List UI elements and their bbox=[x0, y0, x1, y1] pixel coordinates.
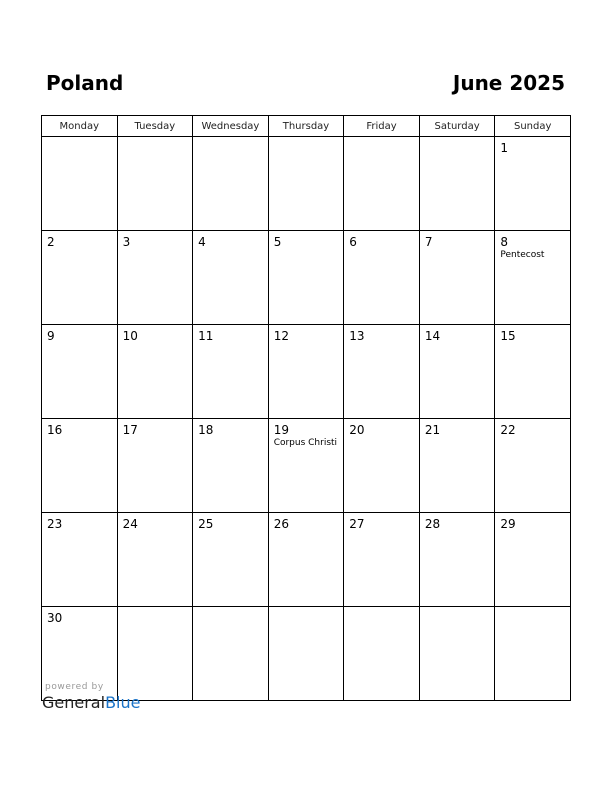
day-number: 15 bbox=[500, 329, 516, 343]
day-cell bbox=[268, 231, 344, 325]
day-cell bbox=[193, 419, 269, 513]
brand-name-part1: General bbox=[42, 693, 106, 712]
day-number: 12 bbox=[273, 329, 289, 343]
empty-day-cell bbox=[495, 607, 571, 701]
day-cell bbox=[344, 419, 420, 513]
day-cell bbox=[419, 231, 495, 325]
day-cell bbox=[495, 419, 571, 513]
day-cell bbox=[268, 325, 344, 419]
day-number: 23 bbox=[47, 517, 63, 531]
empty-day-cell bbox=[42, 137, 118, 231]
day-number: 3 bbox=[122, 235, 131, 249]
day-cell bbox=[193, 325, 269, 419]
brand-logo[interactable] bbox=[42, 693, 140, 713]
day-number: 26 bbox=[273, 517, 289, 531]
calendar-body bbox=[42, 137, 571, 701]
weekday-header: Wednesday bbox=[193, 116, 269, 137]
day-number: 27 bbox=[349, 517, 365, 531]
empty-day-cell bbox=[193, 137, 269, 231]
week-row bbox=[42, 325, 571, 419]
day-number: 7 bbox=[424, 235, 433, 249]
weekday-header: Saturday bbox=[419, 116, 495, 137]
day-cell bbox=[344, 231, 420, 325]
day-cell bbox=[419, 419, 495, 513]
day-number: 9 bbox=[47, 329, 55, 343]
day-number: 30 bbox=[47, 611, 63, 625]
week-row bbox=[42, 137, 571, 231]
day-number: 10 bbox=[122, 329, 138, 343]
day-number: 8 bbox=[500, 235, 509, 249]
week-row bbox=[42, 419, 571, 513]
day-cell bbox=[268, 419, 344, 513]
weekday-header: Sunday bbox=[495, 116, 571, 137]
day-number: 11 bbox=[198, 329, 214, 343]
day-number: 2 bbox=[47, 235, 55, 249]
week-row bbox=[42, 607, 571, 701]
day-number: 4 bbox=[198, 235, 206, 249]
day-cell bbox=[495, 513, 571, 607]
day-cell bbox=[42, 513, 118, 607]
day-cell bbox=[42, 419, 118, 513]
brand-name-part2: Blue bbox=[105, 693, 141, 712]
day-cell bbox=[419, 325, 495, 419]
empty-day-cell bbox=[344, 137, 420, 231]
weekday-header: Friday bbox=[344, 116, 420, 137]
empty-day-cell bbox=[268, 137, 344, 231]
day-number: 20 bbox=[349, 423, 365, 437]
day-cell bbox=[117, 513, 193, 607]
day-cell bbox=[419, 513, 495, 607]
empty-day-cell bbox=[419, 607, 495, 701]
empty-day-cell bbox=[117, 607, 193, 701]
calendar-grid bbox=[41, 115, 571, 701]
day-number: 19 bbox=[273, 423, 289, 437]
day-cell bbox=[344, 513, 420, 607]
empty-day-cell bbox=[419, 137, 495, 231]
empty-day-cell bbox=[193, 607, 269, 701]
day-cell bbox=[117, 325, 193, 419]
powered-by-text: powered by bbox=[45, 682, 104, 692]
day-cell bbox=[495, 231, 571, 325]
empty-day-cell bbox=[268, 607, 344, 701]
day-number: 6 bbox=[349, 235, 357, 249]
day-number: 28 bbox=[424, 517, 441, 531]
day-cell bbox=[42, 325, 118, 419]
day-number: 5 bbox=[273, 235, 282, 249]
empty-day-cell bbox=[344, 607, 420, 701]
day-number: 29 bbox=[500, 517, 516, 531]
day-cell bbox=[117, 419, 193, 513]
weekday-header-row bbox=[42, 116, 571, 137]
week-row bbox=[42, 513, 571, 607]
day-number: 21 bbox=[424, 423, 441, 437]
week-row bbox=[42, 231, 571, 325]
day-number: 22 bbox=[500, 423, 516, 437]
day-cell bbox=[193, 513, 269, 607]
day-number: 17 bbox=[122, 423, 138, 437]
day-cell bbox=[117, 231, 193, 325]
day-number: 14 bbox=[424, 329, 441, 343]
day-cell bbox=[495, 137, 571, 231]
day-number: 18 bbox=[198, 423, 214, 437]
day-number: 24 bbox=[122, 517, 138, 531]
month-year-title: June 2025 bbox=[452, 71, 565, 95]
holiday-label: Pentecost bbox=[500, 250, 545, 260]
day-number: 13 bbox=[349, 329, 365, 343]
day-number: 25 bbox=[198, 517, 214, 531]
country-title: Poland bbox=[46, 71, 124, 95]
day-cell bbox=[344, 325, 420, 419]
weekday-header: Thursday bbox=[268, 116, 344, 137]
weekday-header: Monday bbox=[42, 116, 118, 137]
weekday-header: Tuesday bbox=[117, 116, 193, 137]
day-cell bbox=[495, 325, 571, 419]
day-number: 1 bbox=[500, 141, 509, 155]
holiday-label: Corpus Christi bbox=[273, 438, 338, 448]
day-cell bbox=[42, 231, 118, 325]
day-number: 16 bbox=[47, 423, 63, 437]
day-cell bbox=[193, 231, 269, 325]
empty-day-cell bbox=[117, 137, 193, 231]
day-cell bbox=[268, 513, 344, 607]
